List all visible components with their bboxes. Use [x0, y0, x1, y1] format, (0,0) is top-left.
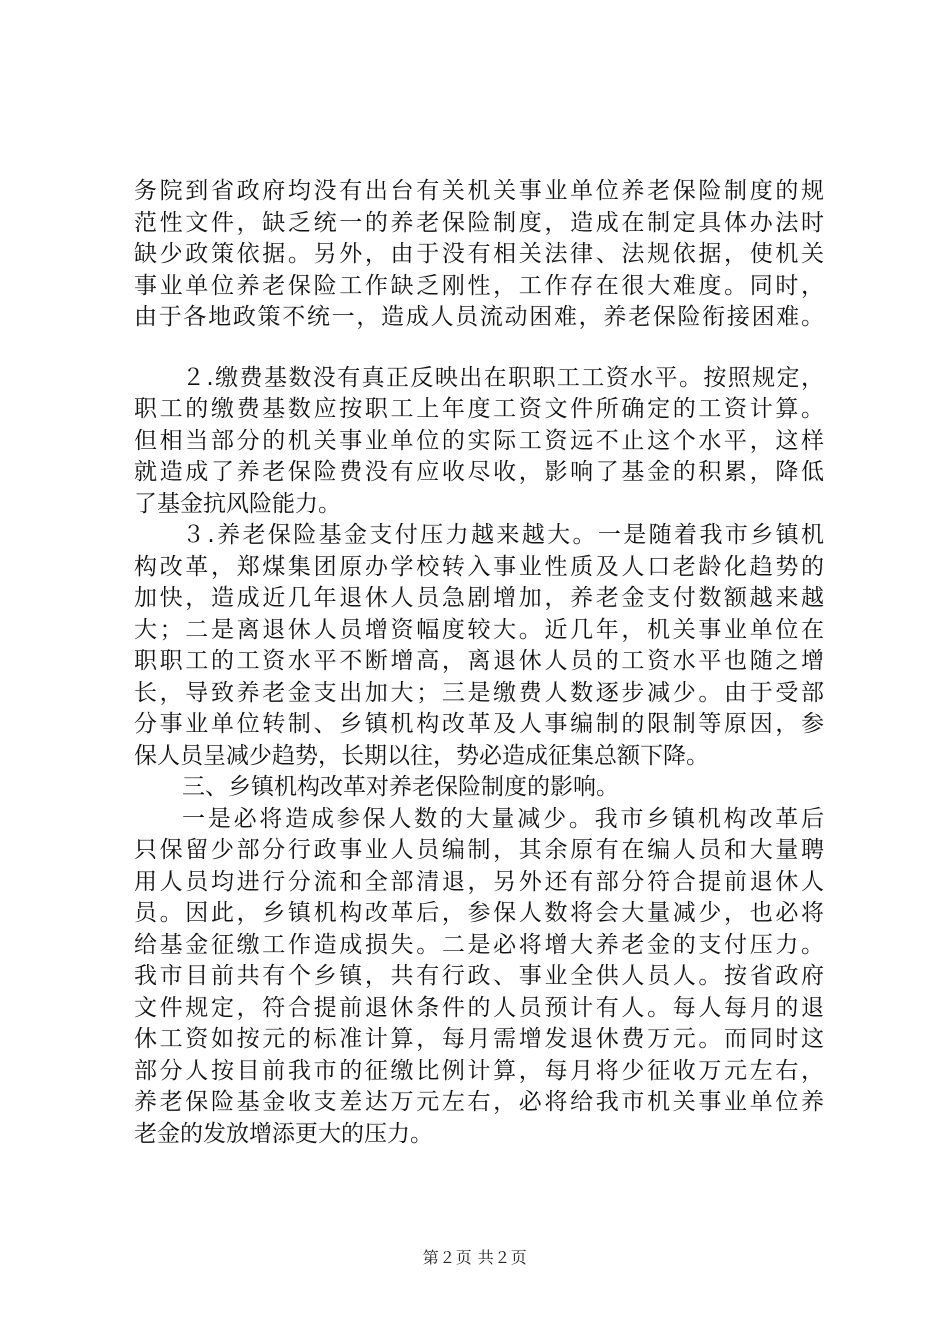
text-line: 职职工的工资水平不断增高，离退休人员的工资水平也随之增 [134, 648, 824, 674]
text-line: 养老保险基金收支差达万元左右，必将给我市机关事业单位养 [134, 1089, 824, 1115]
text-line: 给基金征缴工作造成损失。二是必将增大养老金的支付压力。 [134, 931, 824, 958]
text-line: 我市目前共有个乡镇，共有行政、事业全供人员人。按省政府 [134, 963, 824, 989]
paragraph-policy-basis [134, 176, 824, 334]
text-line: 职工的缴费基数应按职工上年度工资文件所确定的工资计算。 [134, 396, 824, 422]
text-line: 加快，造成近几年退休人员急剧增加，养老金支付数额越来越 [134, 585, 824, 611]
text-line: 就造成了养老保险费没有应收尽收，影响了基金的积累，降低 [134, 459, 824, 485]
paragraph-payment-pressure [134, 520, 824, 772]
text-line: 事业单位养老保险工作缺乏刚性，工作存在很大难度。同时， [134, 272, 824, 299]
section-heading [134, 772, 824, 804]
text-line: 员。因此，乡镇机构改革后，参保人数将会大量减少，也必将 [134, 900, 824, 926]
text-line: 休工资如按元的标准计算，每月需增发退休费万元。而同时这 [134, 1026, 824, 1052]
text-line: 由于各地政策不统一，造成人员流动困难，养老保险衔接困难。 [134, 304, 824, 330]
paragraph-contribution-base [134, 363, 824, 521]
text-line: 长，导致养老金支出加大；三是缴费人数逐步减少。由于受部 [134, 679, 824, 706]
document-body [134, 176, 824, 1150]
text-line: 大；二是离退休人员增资幅度较大。近几年，机关事业单位在 [134, 616, 824, 643]
text-line: 只保留少部分行政事业人员编制，其余原有在编人员和大量聘 [134, 837, 824, 863]
text-line: ３.养老保险基金支付压力越来越大。一是随着我市乡镇机 [182, 522, 824, 548]
text-line: 了基金抗风险能力。 [134, 490, 341, 517]
text-line: 分事业单位转制、乡镇机构改革及人事编制的限制等原因，参 [134, 711, 824, 737]
text-line: 但相当部分的机关事业单位的实际工资远不止这个水平，这样 [134, 427, 824, 454]
text-line: 用人员均进行分流和全部清退，另外还有部分符合提前退休人 [134, 868, 824, 895]
text-line: ２.缴费基数没有真正反映出在职职工工资水平。按照规定， [182, 364, 824, 391]
text-line: 务院到省政府均没有出台有关机关事业单位养老保险制度的规 [134, 178, 824, 204]
text-line: 范性文件，缺乏统一的养老保险制度，造成在制定具体办法时 [134, 209, 824, 236]
text-line: 构改革，郑煤集团原办学校转入事业性质及人口老龄化趋势的 [134, 553, 824, 580]
paragraph-reform-impact [134, 804, 824, 1151]
text-line: 一是必将造成参保人数的大量减少。我市乡镇机构改革后 [182, 805, 824, 832]
text-line: 缺少政策依据。另外，由于没有相关法律、法规依据，使机关 [134, 241, 824, 267]
page-number-footer: 第２页 共２页 [422, 1248, 528, 1267]
heading-line: 三、乡镇机构改革对养老保险制度的影响。 [182, 774, 619, 800]
text-line: 部分人按目前我市的征缴比例计算，每月将少征收万元左右， [134, 1057, 824, 1084]
text-line: 老金的发放增添更大的压力。 [134, 1120, 433, 1147]
text-line: 文件规定，符合提前退休条件的人员预计有人。每人每月的退 [134, 994, 824, 1021]
text-line: 保人员呈减少趋势，长期以往，势必造成征集总额下降。 [134, 742, 709, 769]
